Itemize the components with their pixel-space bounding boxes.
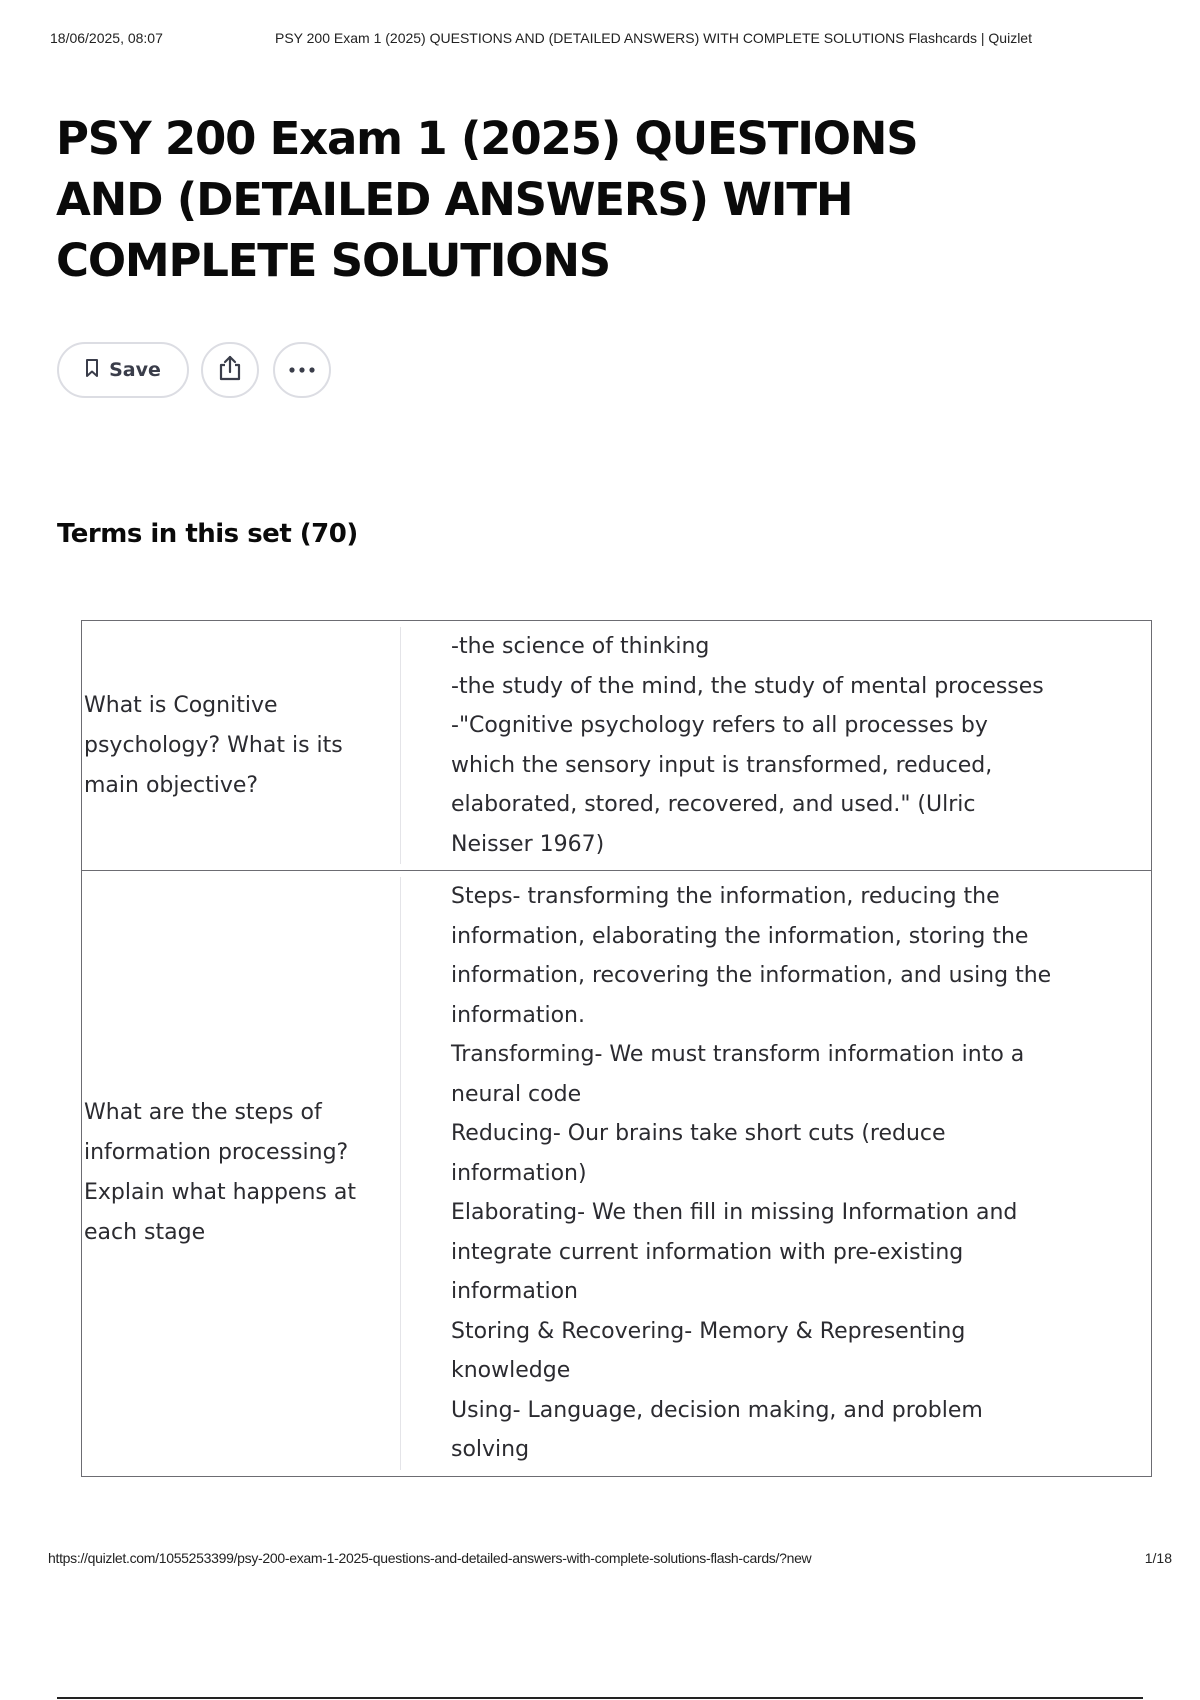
bookmark-icon	[85, 358, 99, 383]
save-button[interactable]	[57, 342, 189, 398]
page-bottom-divider	[57, 1697, 1143, 1699]
terms-table	[81, 620, 1152, 1477]
definition-line: neural code	[451, 1081, 582, 1107]
save-button-label: Save	[109, 359, 161, 381]
definition-line: Transforming- We must transform information into a	[451, 1042, 1025, 1067]
print-url: https://quizlet.com/1055253399/psy-200-exam-1-2025-questions-and-detailed-answers-with-complete-solutions-flash-cards/?new	[48, 1550, 812, 1566]
definition-line: information)	[451, 1160, 587, 1186]
term-row	[82, 870, 1151, 1476]
page-number: 1/18	[1144, 1550, 1172, 1566]
definition-text	[401, 871, 1151, 1476]
term-row	[82, 621, 1151, 870]
share-button[interactable]	[201, 342, 259, 398]
definition-line: solving	[451, 1437, 530, 1462]
definition-line: which the sensory input is transformed, reduced,	[451, 752, 993, 778]
definition-text	[401, 621, 1151, 870]
definition-line: information	[451, 1279, 578, 1304]
definition-line: elaborated, stored, recovered, and used." (Ulric	[451, 792, 976, 817]
print-header	[50, 30, 1150, 50]
definition-line: Neisser 1967)	[451, 831, 605, 857]
print-date: 18/06/2025, 08:07	[50, 30, 163, 46]
terms-section-heading: Terms in this set (70)	[57, 519, 358, 549]
definition-line: information.	[451, 1002, 585, 1028]
definition-line: Using- Language, decision making, and problem	[451, 1397, 983, 1423]
definition-line: Steps- transforming the information, reducing the	[451, 884, 1000, 909]
definition-line: information, elaborating the information, storing the	[451, 923, 1029, 949]
print-footer	[48, 1550, 1172, 1570]
definition-line: -"Cognitive psychology refers to all processes by	[451, 713, 988, 738]
definition-line: Storing & Recovering- Memory & Representing	[451, 1318, 966, 1344]
term-text: What is Cognitive psychology? What is its main objective?	[82, 627, 401, 864]
definition-line: -the study of the mind, the study of mental processes	[451, 673, 1044, 699]
more-options-button[interactable]	[273, 342, 331, 398]
definition-line: -the science of thinking	[451, 634, 710, 659]
page-title: PSY 200 Exam 1 (2025) QUESTIONS AND (DETAILED ANSWERS) WITH COMPLETE SOLUTIONS	[56, 112, 918, 287]
print-document-title: PSY 200 Exam 1 (2025) QUESTIONS AND (DETAILED ANSWERS) WITH COMPLETE SOLUTIONS Flashcards | Quizlet	[275, 30, 1032, 46]
term-text: What are the steps of information processing? Explain what happens at each stage	[82, 877, 401, 1470]
definition-line: integrate current information with pre-existing	[451, 1239, 964, 1265]
definition-line: information, recovering the information, and using the	[451, 963, 1052, 988]
share-icon	[217, 354, 243, 387]
more-horizontal-icon	[288, 361, 316, 379]
definition-line: knowledge	[451, 1358, 571, 1383]
definition-line: Reducing- Our brains take short cuts (reduce	[451, 1121, 946, 1146]
definition-line: Elaborating- We then fill in missing Information and	[451, 1200, 1018, 1225]
